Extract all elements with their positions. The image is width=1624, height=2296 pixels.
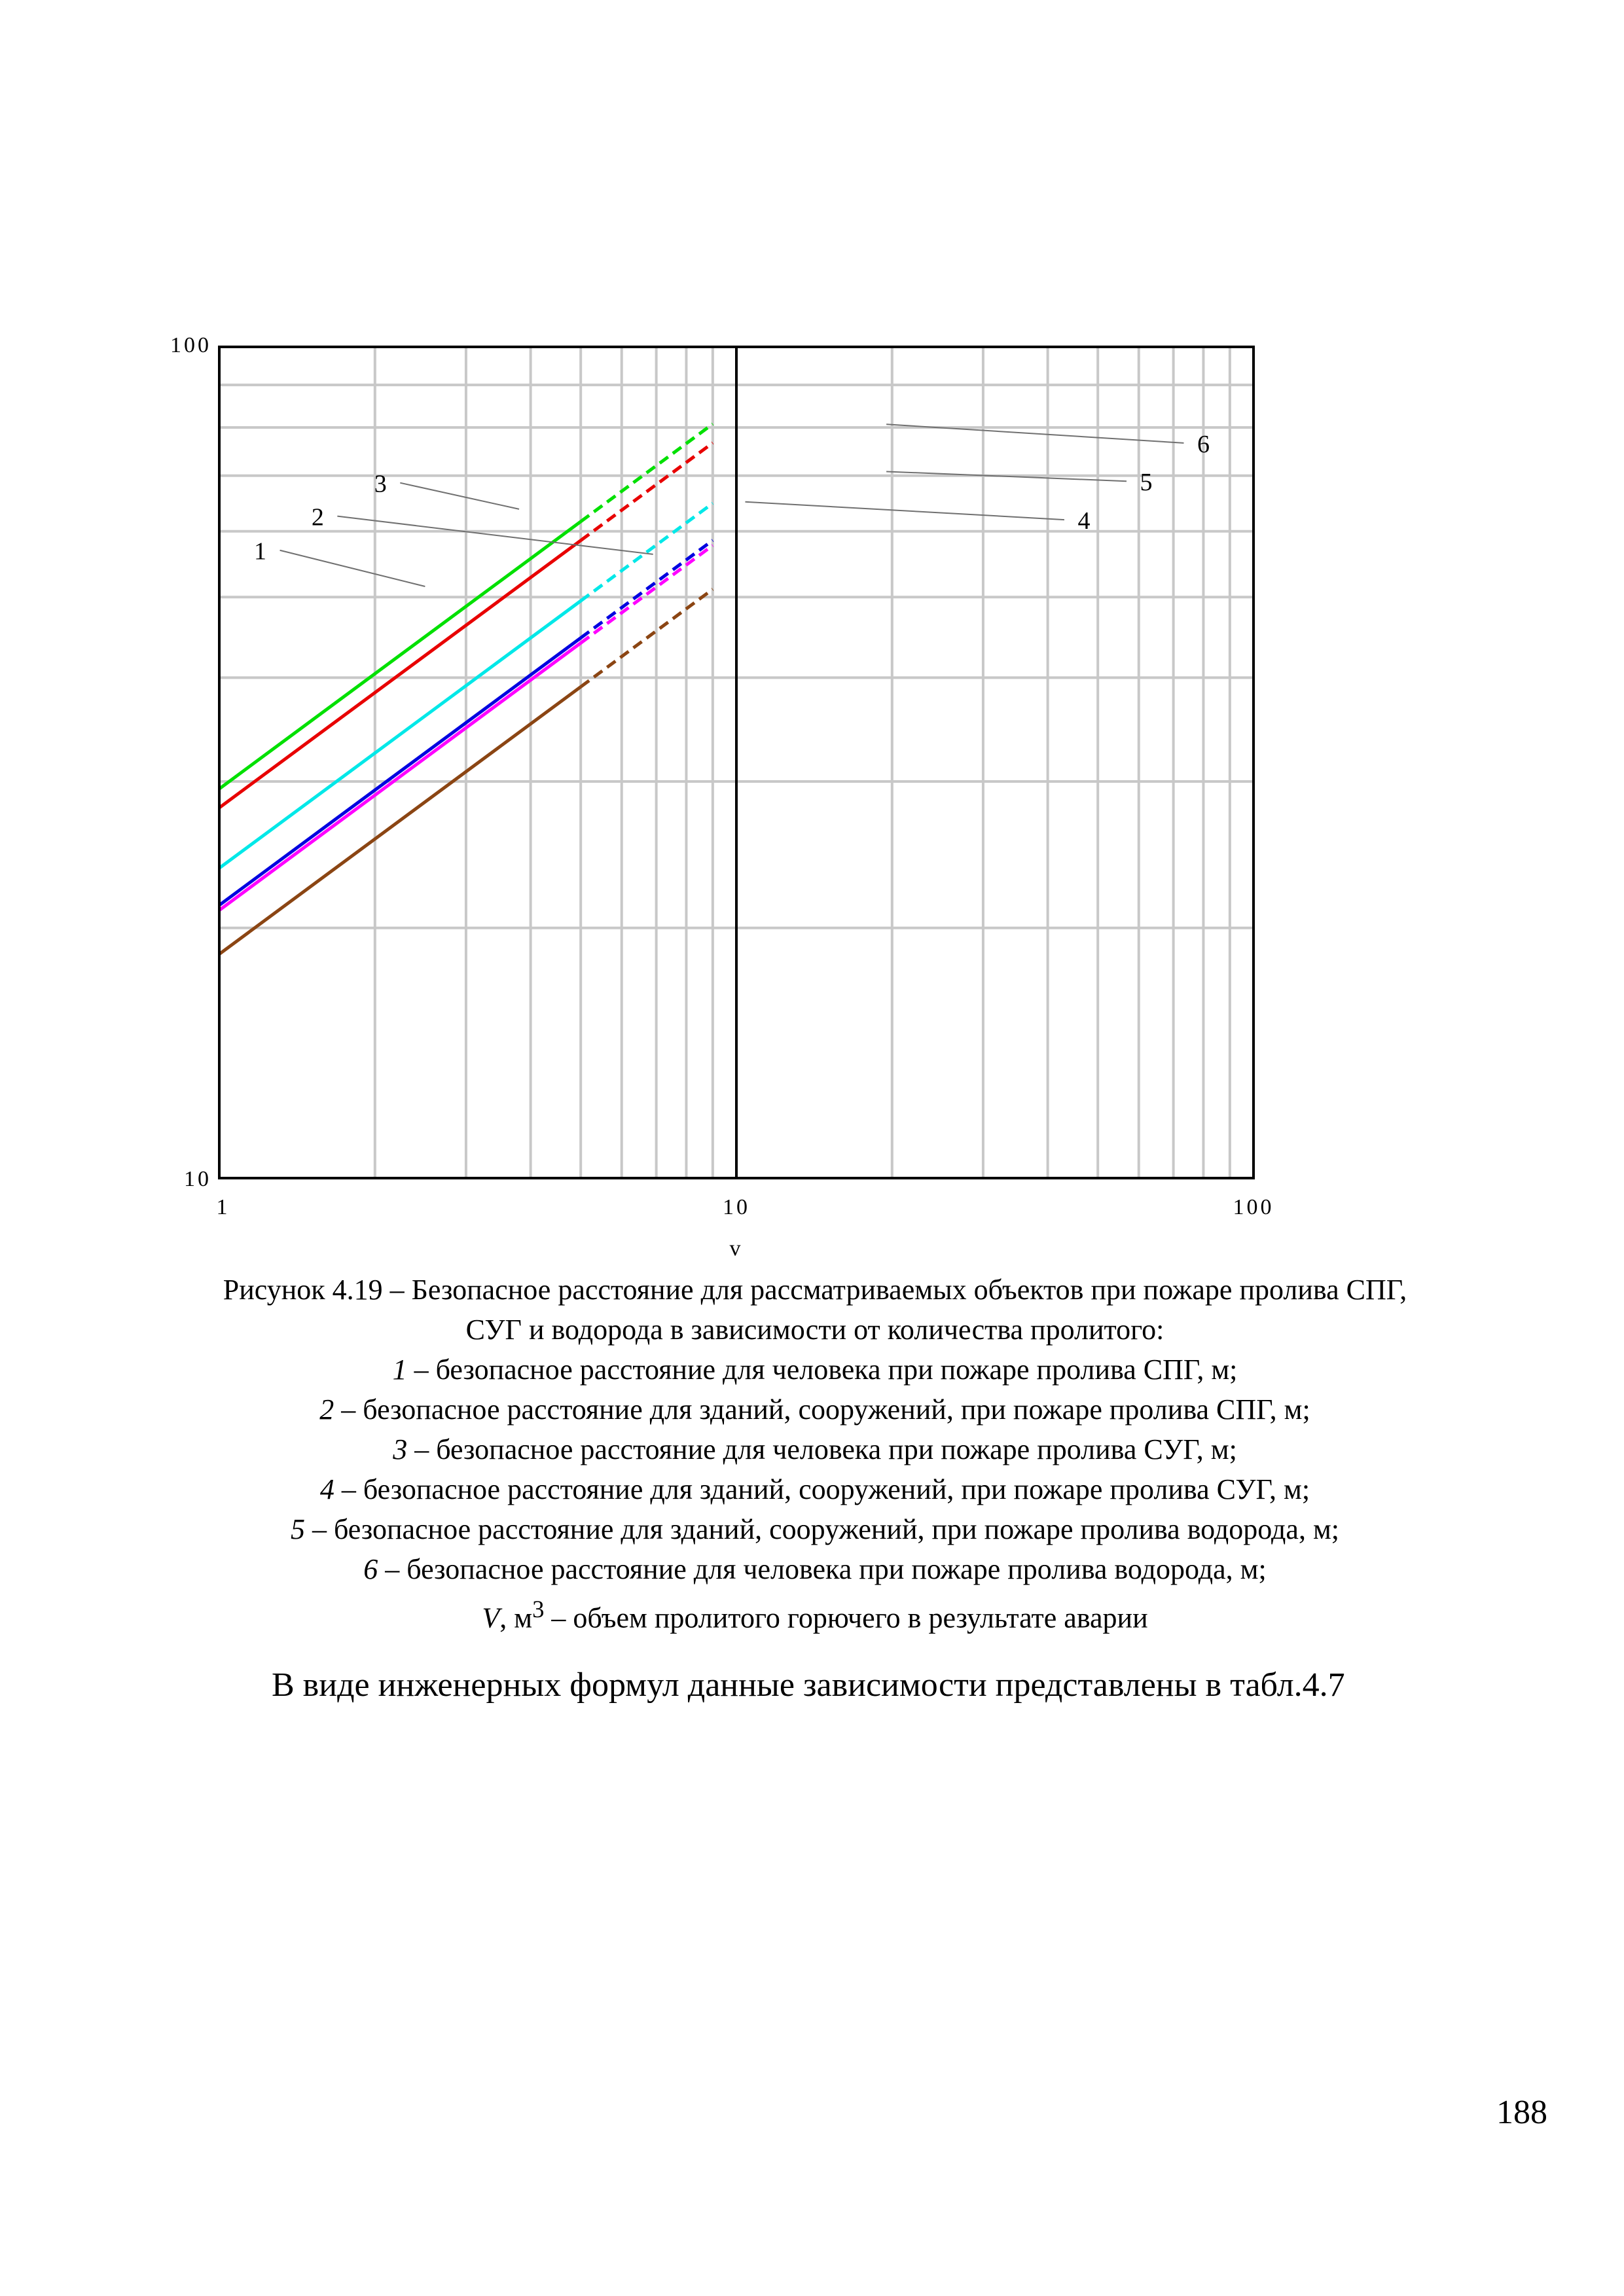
y-tick-label: 100 [170,333,211,357]
callout-leader-2 [337,516,653,554]
callout-label-1: 1 [254,537,267,565]
caption-item-6: 6 – безопасное расстояние для человека при пожаре пролива водорода, м; [363,1553,1267,1585]
series-6-dashed [581,424,713,522]
caption-item-1: 1 – безопасное расстояние для человека при пожаре пролива СПГ, м; [392,1354,1238,1386]
figure-caption [118,1270,1512,1638]
caption-item-3: 3 – безопасное расстояние для человека при пожаре пролива СУГ, м; [393,1433,1237,1465]
x-tick-label: 10 [723,1195,750,1219]
caption-line-2: СУГ и водорода в зависимости от количества пролитого: [465,1314,1164,1346]
callout-label-5: 5 [1140,469,1153,497]
series-6-solid [219,522,581,789]
x-tick-label: 1 [216,1195,230,1219]
callout-leader-4 [745,502,1064,520]
caption-item-5: 5 – безопасное расстояние для зданий, сооружений, при пожаре пролива водорода, м; [290,1513,1340,1545]
caption-line-1: Рисунок 4.19 – Безопасное расстояние для рассматриваемых объектов при пожаре пролива СПГ, [223,1274,1407,1306]
x-axis-label: v [729,1236,744,1261]
series-1-solid [219,687,581,954]
series-2-solid [219,643,581,910]
caption-volume: V, $м^3$ – объем пролитого горючего в результате аварии [482,1596,1148,1634]
callout-label-3: 3 [374,470,387,498]
callout-label-6: 6 [1197,430,1210,458]
y-tick-label: 10 [184,1167,211,1191]
series-2-dashed [581,545,713,643]
x-tick-label: 100 [1233,1195,1274,1219]
series-4-solid [219,601,581,868]
tick-labels [170,333,1274,1219]
series-5-dashed [581,443,713,541]
series-1-dashed [581,589,713,687]
page-number: 188 [1496,2094,1547,2131]
body-text: В виде инженерных формул данные зависимости представлены в табл.4.7 [272,1666,1345,1704]
series-3-dashed [581,540,713,637]
caption-item-4: 4 – безопасное расстояние для зданий, сооружений, при пожаре пролива СУГ, м; [319,1473,1310,1505]
callout-leader-1 [280,550,425,586]
callout-layer [254,424,1210,586]
callout-label-2: 2 [311,503,324,531]
series-4-dashed [581,503,713,601]
caption-item-2: 2 – безопасное расстояние для зданий, сооружений, при пожаре пролива СПГ, м; [319,1393,1310,1426]
callout-label-4: 4 [1077,507,1091,535]
callout-leader-3 [400,483,519,509]
